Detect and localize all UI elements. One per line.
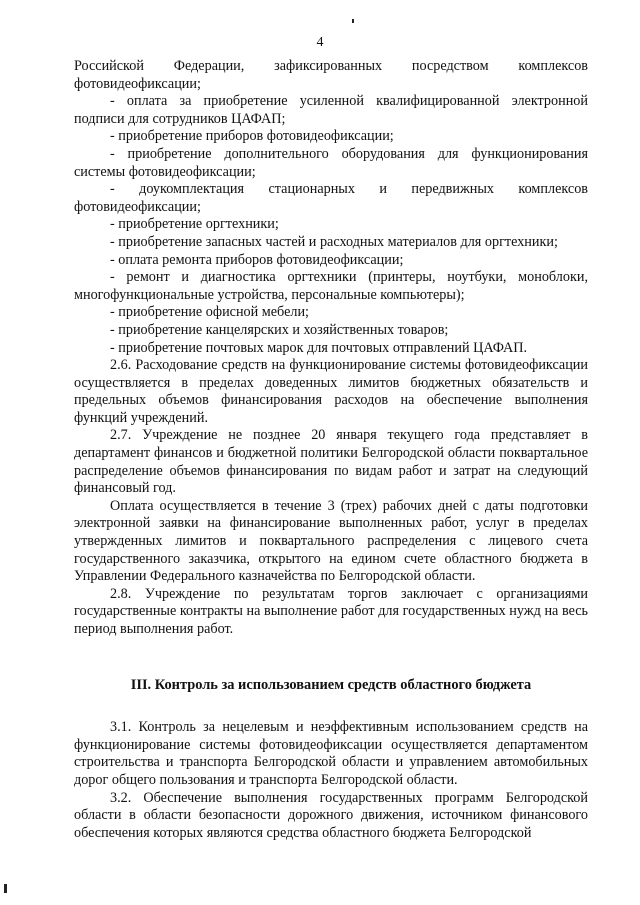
page-number: 4 bbox=[316, 35, 324, 50]
clause-3-2: 3.2. Обеспечение выполнения государственных программ Белгородской области в области безопасности дорожного движения, источником финансового обеспечения которых являются средства областного бюджета Белгородской bbox=[74, 789, 588, 841]
list-item: - оплата ремонта приборов фотовидеофиксации; bbox=[110, 251, 404, 268]
scan-mark-bottom bbox=[4, 884, 7, 893]
clause-3-1: 3.1. Контроль за нецелевым и неэффективным использованием средств на функционирование системы фотовидеофиксации осуществляется департаментом строительства и транспорта Белгородской области и управлением автомобильных дорог общего пользования и транспорта Белгородской области. bbox=[74, 719, 588, 788]
list-item: - приобретение дополнительного оборудования для функционирования системы фотовидеофиксации; bbox=[74, 145, 588, 180]
list-item: - приобретение почтовых марок для почтовых отправлений ЦАФАП. bbox=[110, 339, 528, 356]
scan-mark-top bbox=[352, 19, 354, 23]
list-item: - приобретение офисной мебели; bbox=[110, 304, 309, 321]
list-item: - приобретение канцелярских и хозяйственных товаров; bbox=[110, 321, 449, 338]
document-body bbox=[74, 58, 588, 842]
list-item: - ремонт и диагностика оргтехники (принтеры, ноутбуки, моноблоки, многофункциональные устройства, персональные компьютеры); bbox=[74, 269, 588, 303]
section-heading: III. Контроль за использованием средств областного бюджета bbox=[130, 676, 532, 693]
clause-2-7: 2.7. Учреждение не позднее 20 января текущего года представляет в департамент финансов и бюджетной политики Белгородской области поквартальное распределение объемов финансирования по видам работ и затрат на следующий финансовый год. bbox=[74, 427, 588, 497]
list-item: - приобретение оргтехники; bbox=[110, 216, 279, 233]
list-item: - оплата за приобретение усиленной квалифицированной электронной подписи для сотрудников ЦАФАП; bbox=[74, 93, 588, 127]
payment-paragraph: Оплата осуществляется в течение 3 (трех) рабочих дней с даты подготовки электронной заявки на финансирование выполненных работ, услуг в пределах утвержденных лимитов и поквартального распределения с лицевого счета государственного заказчика, открытого на едином счете областного бюджета в Управлении Федерального казначейства по Белгородской области. bbox=[74, 497, 588, 585]
clause-2-8: 2.8. Учреждение по результатам торгов заключает с организациями государственные контракты на выполнение работ для государственных нужд на весь период выполнения работ. bbox=[74, 585, 588, 637]
list-item: - доукомплектация стационарных и передвижных комплексов фотовидеофиксации; bbox=[74, 181, 588, 215]
list-item: - приобретение приборов фотовидеофиксации; bbox=[110, 128, 394, 145]
paragraph-continuation: Российской Федерации, зафиксированных посредством комплексов фотовидеофиксации; bbox=[74, 58, 588, 92]
list-item: - приобретение запасных частей и расходных материалов для оргтехники; bbox=[110, 233, 558, 250]
clause-2-6: 2.6. Расходование средств на функционирование системы фотовидеофиксации осуществляется в пределах доведенных лимитов бюджетных обязательств и предельных объемов финансирования расходов на обеспечение выполнения функций учреждений. bbox=[74, 357, 588, 426]
